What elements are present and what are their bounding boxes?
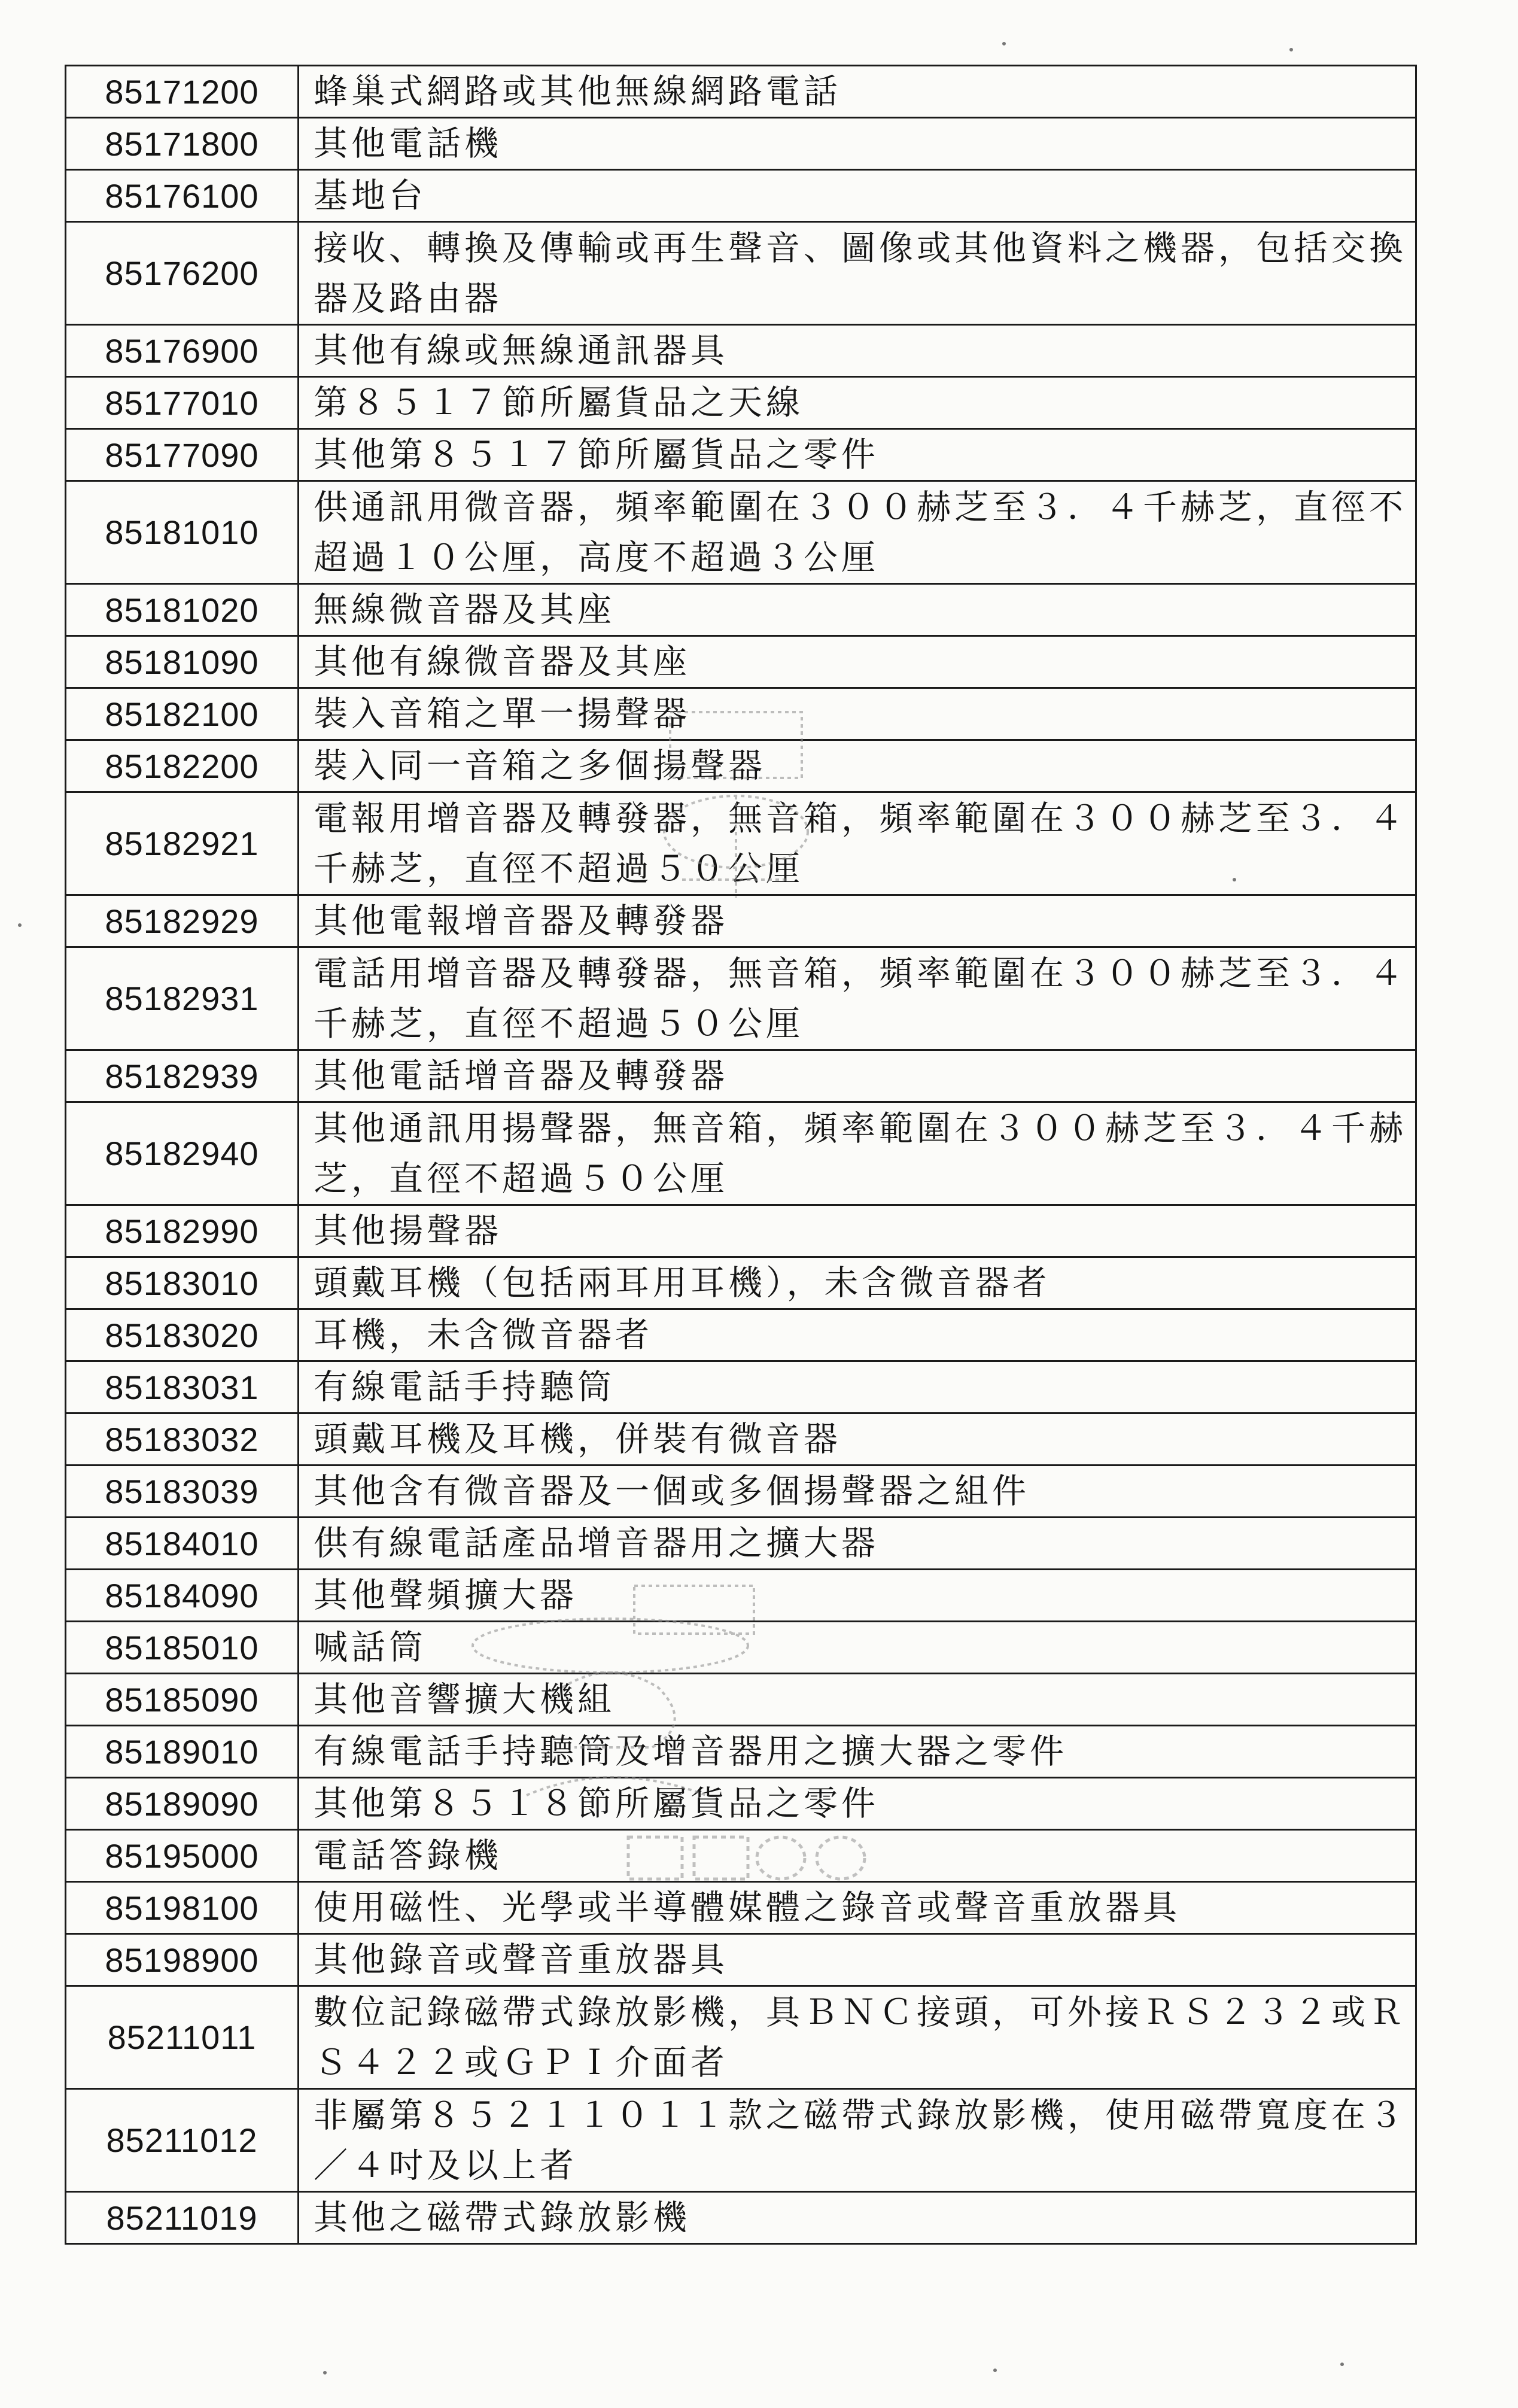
item-description: 使用磁性、光學或半導體媒體之錄音或聲音重放器具 <box>299 1882 1416 1934</box>
tariff-code: 85181090 <box>66 636 299 688</box>
table-row <box>66 1882 1416 1934</box>
scan-speck <box>1340 2363 1344 2366</box>
table-row <box>66 481 1416 584</box>
table-row <box>66 170 1416 222</box>
table-row <box>66 1622 1416 1674</box>
table-row <box>66 1830 1416 1882</box>
tariff-code: 85189090 <box>66 1778 299 1830</box>
scan-speck <box>1002 42 1006 45</box>
table-row <box>66 895 1416 947</box>
table-row <box>66 947 1416 1050</box>
tariff-code: 85182921 <box>66 792 299 895</box>
item-description: 無線微音器及其座 <box>299 584 1416 636</box>
tariff-code: 85182939 <box>66 1050 299 1102</box>
item-description: 其他電報增音器及轉發器 <box>299 895 1416 947</box>
item-description: 其他通訊用揚聲器，無音箱，頻率範圍在３００赫芝至３．４千赫芝，直徑不超過５０公厘 <box>299 1102 1416 1205</box>
tariff-code: 85181020 <box>66 584 299 636</box>
tariff-code: 85183010 <box>66 1257 299 1309</box>
tariff-code: 85176200 <box>66 222 299 325</box>
item-description: 頭戴耳機及耳機，併裝有微音器 <box>299 1413 1416 1466</box>
table-row <box>66 1309 1416 1361</box>
tariff-code: 85176100 <box>66 170 299 222</box>
item-description: 其他含有微音器及一個或多個揚聲器之組件 <box>299 1466 1416 1518</box>
item-description: 接收、轉換及傳輸或再生聲音、圖像或其他資料之機器，包括交換器及路由器 <box>299 222 1416 325</box>
tariff-code: 85171800 <box>66 118 299 170</box>
item-description: 其他電話機 <box>299 118 1416 170</box>
table-row <box>66 1570 1416 1622</box>
table-row <box>66 2192 1416 2244</box>
item-description: 其他音響擴大機組 <box>299 1674 1416 1726</box>
table-row <box>66 1934 1416 1986</box>
scan-speck <box>323 2371 327 2374</box>
item-description: 其他之磁帶式錄放影機 <box>299 2192 1416 2244</box>
item-description: 其他揚聲器 <box>299 1205 1416 1257</box>
item-description: 第８５１７節所屬貨品之天線 <box>299 377 1416 429</box>
tariff-code: 85184090 <box>66 1570 299 1622</box>
table-row <box>66 1674 1416 1726</box>
table-row <box>66 1050 1416 1102</box>
table-row <box>66 1361 1416 1413</box>
item-description: 非屬第８５２１１０１１款之磁帶式錄放影機，使用磁帶寬度在３／４吋及以上者 <box>299 2089 1416 2192</box>
tariff-code: 85195000 <box>66 1830 299 1882</box>
table-row <box>66 1986 1416 2089</box>
tariff-code: 85182929 <box>66 895 299 947</box>
table-row <box>66 1257 1416 1309</box>
table-row <box>66 1205 1416 1257</box>
table-row <box>66 1778 1416 1830</box>
item-description: 其他聲頻擴大器 <box>299 1570 1416 1622</box>
item-description: 電話答錄機 <box>299 1830 1416 1882</box>
tariff-code: 85211019 <box>66 2192 299 2244</box>
tariff-code: 85181010 <box>66 481 299 584</box>
tariff-code: 85183020 <box>66 1309 299 1361</box>
item-description: 其他第８５１７節所屬貨品之零件 <box>299 429 1416 481</box>
table-row <box>66 584 1416 636</box>
table-row <box>66 1466 1416 1518</box>
item-description: 有線電話手持聽筒 <box>299 1361 1416 1413</box>
item-description: 電話用增音器及轉發器，無音箱，頻率範圍在３００赫芝至３．４千赫芝，直徑不超過５０公厘 <box>299 947 1416 1050</box>
item-description: 供有線電話產品增音器用之擴大器 <box>299 1518 1416 1570</box>
tariff-code: 85189010 <box>66 1726 299 1778</box>
item-description: 電報用增音器及轉發器，無音箱，頻率範圍在３００赫芝至３．４千赫芝，直徑不超過５０公厘 <box>299 792 1416 895</box>
scan-speck <box>18 923 22 927</box>
scan-speck <box>1289 48 1293 51</box>
table-row <box>66 636 1416 688</box>
tariff-code: 85182200 <box>66 740 299 792</box>
tariff-code: 85182940 <box>66 1102 299 1205</box>
tariff-code: 85182931 <box>66 947 299 1050</box>
table-row <box>66 429 1416 481</box>
table-row <box>66 222 1416 325</box>
item-description: 其他有線微音器及其座 <box>299 636 1416 688</box>
table-row <box>66 377 1416 429</box>
tariff-code: 85198100 <box>66 1882 299 1934</box>
scan-speck <box>1233 878 1236 881</box>
table-row <box>66 1726 1416 1778</box>
table-row <box>66 1413 1416 1466</box>
tariff-code: 85184010 <box>66 1518 299 1570</box>
item-description: 蜂巢式網路或其他無線網路電話 <box>299 66 1416 118</box>
item-description: 喊話筒 <box>299 1622 1416 1674</box>
item-description: 有線電話手持聽筒及增音器用之擴大器之零件 <box>299 1726 1416 1778</box>
table-row <box>66 325 1416 377</box>
tariff-code: 85185010 <box>66 1622 299 1674</box>
table-row <box>66 740 1416 792</box>
tariff-code: 85176900 <box>66 325 299 377</box>
item-description: 裝入同一音箱之多個揚聲器 <box>299 740 1416 792</box>
table-row <box>66 792 1416 895</box>
tariff-code: 85183032 <box>66 1413 299 1466</box>
tariff-code: 85185090 <box>66 1674 299 1726</box>
item-description: 其他錄音或聲音重放器具 <box>299 1934 1416 1986</box>
table-row <box>66 2089 1416 2192</box>
tariff-code-table <box>65 65 1417 2245</box>
item-description: 供通訊用微音器，頻率範圍在３００赫芝至３．４千赫芝，直徑不超過１０公厘，高度不超過３公厘 <box>299 481 1416 584</box>
tariff-code: 85177090 <box>66 429 299 481</box>
item-description: 裝入音箱之單一揚聲器 <box>299 688 1416 740</box>
table-row <box>66 688 1416 740</box>
table-row <box>66 1518 1416 1570</box>
table-row <box>66 66 1416 118</box>
tariff-code: 85211012 <box>66 2089 299 2192</box>
item-description: 其他電話增音器及轉發器 <box>299 1050 1416 1102</box>
tariff-code: 85171200 <box>66 66 299 118</box>
tariff-code: 85211011 <box>66 1986 299 2089</box>
tariff-code: 85182100 <box>66 688 299 740</box>
item-description: 基地台 <box>299 170 1416 222</box>
item-description: 數位記錄磁帶式錄放影機，具ＢＮＣ接頭，可外接ＲＳ２３２或ＲＳ４２２或ＧＰＩ介面者 <box>299 1986 1416 2089</box>
item-description: 耳機，未含微音器者 <box>299 1309 1416 1361</box>
table-row <box>66 1102 1416 1205</box>
tariff-code: 85177010 <box>66 377 299 429</box>
scan-speck <box>993 2369 997 2372</box>
table-row <box>66 118 1416 170</box>
item-description: 其他有線或無線通訊器具 <box>299 325 1416 377</box>
tariff-code: 85183031 <box>66 1361 299 1413</box>
item-description: 頭戴耳機（包括兩耳用耳機），未含微音器者 <box>299 1257 1416 1309</box>
item-description: 其他第８５１８節所屬貨品之零件 <box>299 1778 1416 1830</box>
tariff-code: 85182990 <box>66 1205 299 1257</box>
tariff-code: 85183039 <box>66 1466 299 1518</box>
tariff-code: 85198900 <box>66 1934 299 1986</box>
